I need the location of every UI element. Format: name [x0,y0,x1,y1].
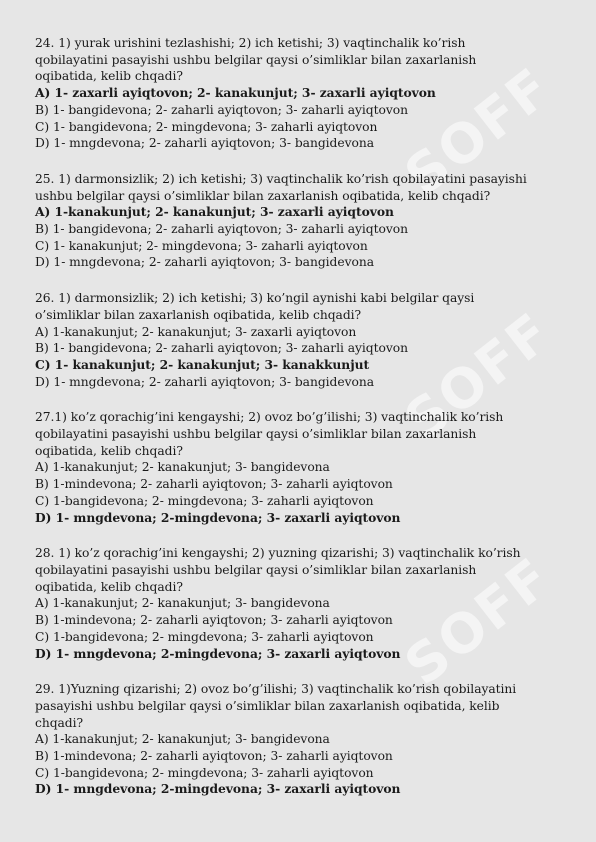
question-text: o’simliklar bilan zaxarlanish oqibatida, kelib chqadi? [35,307,362,322]
question-block [35,35,565,152]
question-text: chqadi? [35,715,84,730]
answer-option: A) 1-kanakunjut; 2- kanakunjut; 3- bangidevona [35,732,330,747]
answer-option: B) 1-mindevona; 2- zaharli ayiqtovon; 3- zaharli ayiqtovon [35,477,393,492]
answer-option: D) 1- mngdevona; 2- zaharli ayiqtovon; 3- bangidevona [35,374,374,389]
answer-option: C) 1-bangidevona; 2- mingdevona; 3- zaharli ayiqtovon [35,493,374,508]
answer-option: D) 1- mngdevona; 2- zaharli ayiqtovon; 3- bangidevona [35,255,374,270]
watermark-logo: SOFF [393,55,564,208]
answer-option: C) 1- kanakunjut; 2- mingdevona; 3- zaharli ayiqtovon [35,238,368,253]
question-text: oqibatida, kelib chqadi? [35,69,183,84]
answer-option: A) 1-kanakunjut; 2- kanakunjut; 3- bangidevona [35,460,330,475]
answer-option-correct: D) 1- mngdevona; 2-mingdevona; 3- zaxarli ayiqtovon [35,781,401,797]
answer-option-correct: C) 1- kanakunjut; 2- kanakunjut; 3- kanakkunjut [35,356,370,372]
question-block [35,681,565,798]
answer-option: C) 1-bangidevona; 2- mingdevona; 3- zaharli ayiqtovon [35,765,374,780]
question-text: pasayishi ushbu belgilar qaysi o’simliklar bilan zaxarlanish oqibatida, kelib [35,698,500,713]
answer-option-correct: D) 1- mngdevona; 2-mingdevona; 3- zaxarli ayiqtovon [35,645,401,661]
question-text: oqibatida, kelib chqadi? [35,443,183,458]
question-text: oqibatida, kelib chqadi? [35,579,183,594]
question-block [35,290,565,390]
answer-option: B) 1-mindevona; 2- zaharli ayiqtovon; 3- zaharli ayiqtovon [35,613,393,628]
question-text: 24. 1) yurak urishini tezlashishi; 2) ich ketishi; 3) vaqtinchalik ko’rish [35,36,466,50]
question-block [35,545,565,662]
quiz-page [35,35,565,817]
question-text: ushbu belgilar qaysi o’simliklar bilan zaxarlanish oqibatida, kelib chqadi? [35,188,491,203]
question-text: qobilayatini pasayishi ushbu belgilar qaysi o’simliklar bilan zaxarlanish [35,52,477,67]
answer-option: D) 1- mngdevona; 2- zaharli ayiqtovon; 3- bangidevona [35,136,374,151]
question-text: 26. 1) darmonsizlik; 2) ich ketishi; 3) ko’ngil aynishi kabi belgilar qaysi [35,291,475,306]
watermark-logo: SOFF [393,300,564,453]
answer-option-correct: A) 1- zaxarli ayiqtovon; 2- kanakunjut; 3- zaxarli ayiqtovon [35,85,436,101]
question-block [35,409,565,526]
answer-option: B) 1- bangidevona; 2- zaharli ayiqtovon; 3- zaharli ayiqtovon [35,222,408,237]
answer-option: A) 1-kanakunjut; 2- kanakunjut; 3- bangidevona [35,596,330,611]
answer-option: B) 1- bangidevona; 2- zaharli ayiqtovon; 3- zaharli ayiqtovon [35,102,408,117]
answer-option: C) 1- bangidevona; 2- mingdevona; 3- zaharli ayiqtovon [35,119,378,134]
answer-option: B) 1- bangidevona; 2- zaharli ayiqtovon; 3- zaharli ayiqtovon [35,341,408,356]
answer-option-correct: D) 1- mngdevona; 2-mingdevona; 3- zaxarli ayiqtovon [35,509,401,525]
question-text: 28. 1) ko’z qorachig’ini kengayshi; 2) yuzning qizarishi; 3) vaqtinchalik ko’rish [35,546,521,561]
watermark-logo: SOFF [393,545,564,698]
answer-option: C) 1-bangidevona; 2- mingdevona; 3- zaharli ayiqtovon [35,629,374,644]
question-block [35,171,565,271]
answer-option-correct: A) 1-kanakunjut; 2- kanakunjut; 3- zaxarli ayiqtovon [35,204,394,220]
question-text: qobilayatini pasayishi ushbu belgilar qaysi o’simliklar bilan zaxarlanish [35,562,477,577]
question-text: qobilayatini pasayishi ushbu belgilar qaysi o’simliklar bilan zaxarlanish [35,427,477,442]
answer-option: B) 1-mindevona; 2- zaharli ayiqtovon; 3- zaharli ayiqtovon [35,749,393,764]
question-text: 29. 1)Yuzning qizarishi; 2) ovoz bo’g’ilishi; 3) vaqtinchalik ko’rish qobilayatini [35,682,517,697]
question-text: 25. 1) darmonsizlik; 2) ich ketishi; 3) vaqtinchalik ko’rish qobilayatini pasayishi [35,171,527,186]
answer-option: A) 1-kanakunjut; 2- kanakunjut; 3- zaxarli ayiqtovon [35,324,357,339]
question-text: 27.1) ko’z qorachig’ini kengayshi; 2) ovoz bo’g’ilishi; 3) vaqtinchalik ko’rish [35,410,504,425]
